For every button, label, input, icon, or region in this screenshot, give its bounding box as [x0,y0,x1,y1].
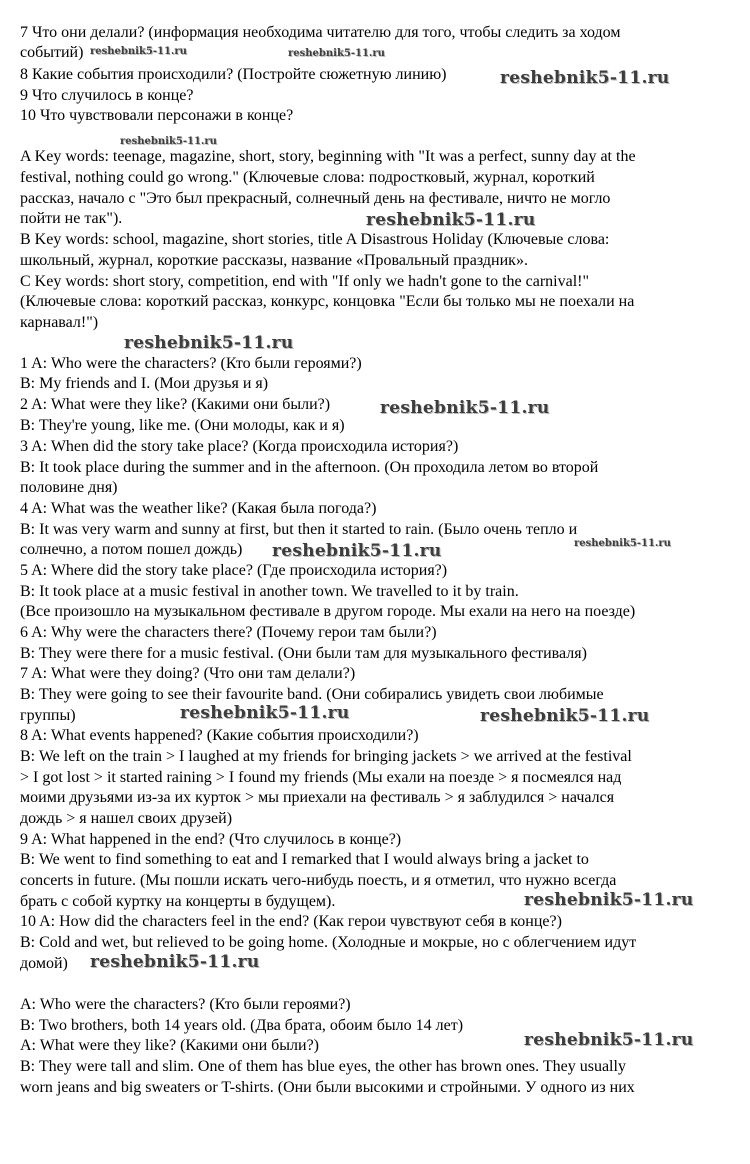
text-line: (Ключевые слова: короткий рассказ, конкурс, концовка "Если бы только мы не поехали на [20,293,635,310]
watermark: reshebnik5-11.ru [380,398,550,418]
text-line: домой) [20,955,68,972]
text-line: 9 Что случилось в конце? [20,87,194,104]
text-line: моими друзьями из-за их курток > мы приехали на фестиваль > я заблудился > начался [20,789,615,806]
text-line: брать с собой куртку на концерты в будущем). [20,893,336,910]
text-line: A Key words: teenage, magazine, short, story, beginning with "It was a perfect, sunny day at the [20,148,636,165]
text-line: B: They were there for a music festival. (Они были там для музыкального фестиваля) [20,645,587,662]
text-line: B: It took place at a music festival in another town. We travelled to it by train. [20,583,519,600]
text-line: солнечно, а потом пошел дождь) [20,541,243,558]
text-line: группы) [20,707,76,724]
watermark: reshebnik5-11.ru [524,1030,694,1050]
text-line: событий) [20,44,84,61]
watermark: reshebnik5-11.ru [124,333,294,353]
watermark: reshebnik5-11.ru [500,68,670,88]
watermark: reshebnik5-11.ru [524,890,694,910]
text-line: B: It was very warm and sunny at first, but then it started to rain. (Было очень тепло и [20,521,578,538]
text-line: B Key words: school, magazine, short stories, title A Disastrous Holiday (Ключевые слова: [20,231,610,248]
text-line: 5 A: Where did the story take place? (Где происходила история?) [20,562,448,579]
text-line: B: Two brothers, both 14 years old. (Два брата, обоим было 14 лет) [20,1017,464,1034]
text-line: рассказ, начало с "Это был прекрасный, солнечный день на фестивале, ничто не могло [20,190,611,207]
text-line: 8 A: What events happened? (Какие события происходили?) [20,727,419,744]
text-line: 4 A: What was the weather like? (Какая была погода?) [20,500,377,517]
text-line: C Key words: short story, competition, end with "If only we hadn't gone to the carnival!" [20,273,590,290]
watermark: reshebnik5-11.ru [288,48,385,59]
text-line: worn jeans and big sweaters or T-shirts. (Они были высокими и стройными. У одного из них [20,1079,635,1096]
text-line: пойти не так"). [20,210,123,227]
text-line: 1 A: Who were the characters? (Кто были героями?) [20,355,362,372]
text-line: (Все произошло на музыкальном фестивале в другом городе. Мы ехали на него на поезде) [20,603,636,620]
text-line: A: Who were the characters? (Кто были героями?) [20,996,351,1013]
text-line: дождь > я нашел своих друзей) [20,810,233,827]
text-line: 2 A: What were they like? (Какими они были?) [20,396,331,413]
watermark: reshebnik5-11.ru [480,706,650,726]
text-line: B: My friends and I. (Мои друзья и я) [20,375,269,392]
text-line: 10 A: How did the characters feel in the end? (Как герои чувствуют себя в конце?) [20,913,562,930]
text-line: B: They were tall and slim. One of them has blue eyes, the other has brown ones. They usually [20,1058,626,1075]
text-line: школьный, журнал, короткие рассказы, название «Провальный праздник». [20,252,528,269]
watermark: reshebnik5-11.ru [272,541,442,561]
text-line: B: They were going to see their favourite band. (Они собирались увидеть свои любимые [20,686,604,703]
text-line: 3 A: When did the story take place? (Когда происходила история?) [20,438,459,455]
text-line: 8 Какие события происходили? (Постройте сюжетную линию) [20,66,447,83]
text-line: concerts in future. (Мы пошли искать чего-нибудь поесть, и я отметил, что нужно всегда [20,872,617,889]
text-line: festival, nothing could go wrong." (Ключевые слова: подростковый, журнал, короткий [20,169,595,186]
text-line: 6 A: Why were the characters there? (Почему герои там были?) [20,624,437,641]
text-line: B: We left on the train > I laughed at my friends for bringing jackets > we arrived at the festival [20,748,632,765]
watermark: reshebnik5-11.ru [120,136,217,147]
watermark: reshebnik5-11.ru [366,210,536,230]
text-line: B: It took place during the summer and in the afternoon. (Он проходила летом во второй [20,459,599,476]
watermark: reshebnik5-11.ru [574,538,671,549]
text-line: половине дня) [20,479,118,496]
text-line: > I got lost > it started raining > I found my friends (Мы ехали на поезде > я посмеялся над [20,769,622,786]
watermark: reshebnik5-11.ru [180,703,350,723]
text-line: 9 A: What happened in the end? (Что случилось в конце?) [20,831,402,848]
watermark: reshebnik5-11.ru [90,952,260,972]
text-line: B: Cold and wet, but relieved to be going home. (Холодные и мокрые, но с облегчением идут [20,934,637,951]
text-line: B: They're young, like me. (Они молоды, как и я) [20,417,345,434]
text-line: 10 Что чувствовали персонажи в конце? [20,107,294,124]
text-line: 7 A: What were they doing? (Что они там делали?) [20,665,356,682]
text-line: 7 Что они делали? (информация необходима читателю для того, чтобы следить за ходом [20,24,621,41]
watermark: reshebnik5-11.ru [90,46,187,57]
text-line: карнавал!") [20,314,99,331]
text-line: B: We went to find something to eat and I remarked that I would always bring a jacket to [20,851,589,868]
text-line: A: What were they like? (Какими они были?) [20,1037,319,1054]
